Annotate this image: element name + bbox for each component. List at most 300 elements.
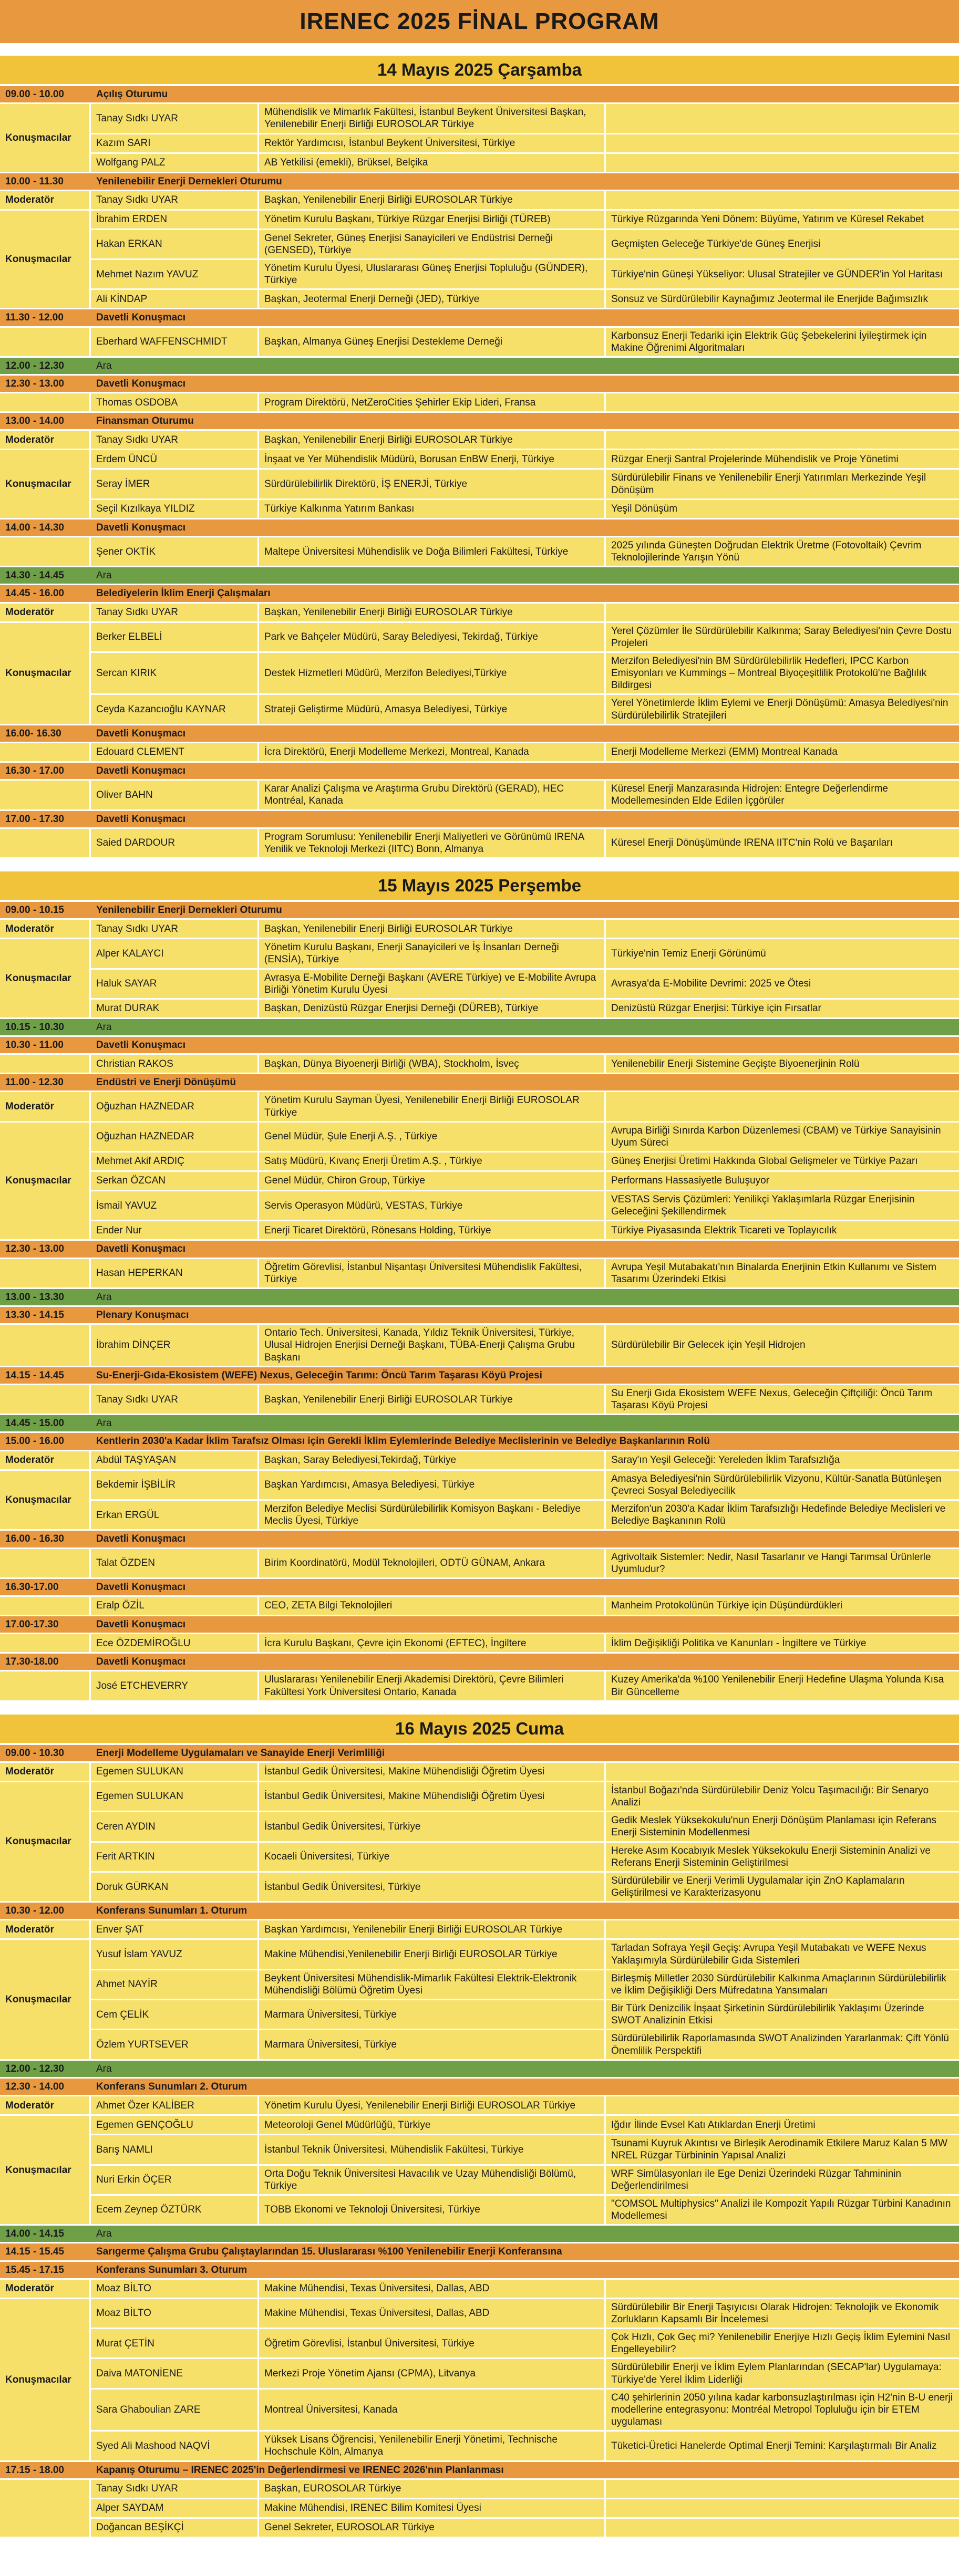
speaker-list (91, 393, 959, 411)
speaker-list (91, 939, 959, 1017)
speaker-name: Şener OKTİK (91, 537, 259, 566)
speaker-role (0, 781, 91, 809)
break-row (0, 567, 959, 585)
speaker-affiliation: CEO, ZETA Bilgi Teknolojileri (259, 1597, 606, 1615)
speaker-row (91, 743, 959, 761)
session-title: Davetli Konuşmacı (96, 522, 185, 533)
session-title: Kentlerin 2030'a Kadar İklim Tarafsız Olması için Gerekli İklim Eylemlerinde Belediye Meclislerinin ve Belediye Başkanlarının Rolü (96, 1436, 710, 1447)
talk-topic: Sürdürülebilir Bir Enerji Taşıyıcısı Olarak Hidrojen: Teknolojik ve Ekonomik Zorlukların Kapsamlı Bir İncelemesi (611, 2301, 939, 2325)
speaker-name: İbrahim DİNÇER (91, 1325, 259, 1366)
speaker-row (91, 154, 959, 172)
session-time: 15.00 - 16.00 (5, 1436, 64, 1447)
session-time: 14.15 - 15.45 (5, 2246, 64, 2258)
speaker-role (0, 1325, 91, 1366)
speaker-list (91, 1671, 959, 1700)
session-row (0, 173, 959, 191)
talk-topic: Sürdürülebilir Enerji ve İklim Eylem Planlarından (SECAP'lar) Uygulamaya: Türkiye'de Yerel İklim Liderliği (611, 2362, 942, 2385)
speaker-affiliation: Destek Hizmetleri Müdürü, Merzifon Belediyesi,Türkiye (259, 653, 606, 694)
session-title: Kapanış Oturumu – IRENEC 2025'in Değerlendirmesi ve IRENEC 2026'nın Planlanması (96, 2464, 504, 2476)
speaker-name: Oğuzhan HAZNEDAR (91, 1092, 259, 1120)
speaker-affiliation: Başkan, Dünya Biyoenerji Birliği (WBA), Stockholm, İsveç (259, 1055, 606, 1073)
speaker-list (91, 1920, 959, 1938)
speaker-row (91, 1092, 959, 1120)
speaker-row (91, 191, 959, 209)
speaker-row (91, 781, 959, 809)
talk-topic (606, 2480, 959, 2498)
speaker-affiliation: Mühendislik ve Mimarlık Fakültesi, İstanbul Beykent Üniversitesi Başkan, Yenilenebilir Enerji Birliği EUROSOLAR Türkiye (259, 104, 606, 132)
speaker-name: Tanay Sıdkı UYAR (91, 920, 259, 938)
program-title: IRENEC 2025 FİNAL PROGRAM (0, 0, 959, 43)
speaker-group (0, 623, 959, 725)
speaker-name: Ahmet NAYİR (91, 1970, 259, 1999)
speaker-group (0, 1259, 959, 1289)
speaker-row (91, 500, 959, 518)
speaker-row (91, 1325, 959, 1366)
speaker-affiliation: Başkan, Yenilenebilir Enerji Birliği EUROSOLAR Türkiye (259, 920, 606, 938)
speaker-name: Syed Ali Mashood NAQVİ (91, 2432, 259, 2460)
session-title: Ara (96, 1418, 112, 1429)
session-title: Davetli Konuşmacı (96, 813, 185, 825)
session-title: Enerji Modelleme Uygulamaları ve Sanayide Enerji Verimliliği (96, 1747, 385, 1759)
speaker-affiliation: Makine Mühendisi,Yenilenebilir Enerji Birliği EUROSOLAR Türkiye (259, 1940, 606, 1968)
session-title: Konferans Sunumları 1. Oturum (96, 1905, 248, 1917)
speaker-row (91, 2329, 959, 2359)
speaker-name: Özlem YURTSEVER (91, 2030, 259, 2059)
talk-topic: İklim Değişikliği Politika ve Kanunları - İngiltere ve Türkiye (611, 1637, 867, 1649)
speaker-role: Moderatör (0, 431, 91, 449)
session-time: 09.00 - 10.15 (5, 905, 64, 916)
speaker-group (0, 1763, 959, 1782)
speaker-row (91, 328, 959, 356)
speaker-name: Alper SAYDAM (91, 2499, 259, 2517)
session-time: 14.00 - 14.15 (5, 2228, 64, 2240)
speaker-name: José ETCHEVERRY (91, 1671, 259, 1700)
speaker-affiliation: Başkan, Yenilenebilir Enerji Birliği EUROSOLAR Türkiye (259, 431, 606, 449)
speaker-affiliation: Karar Analizi Çalışma ve Araştırma Grubu Direktörü (GERAD), HEC Montréal, Kanada (259, 781, 606, 809)
speaker-row (91, 653, 959, 695)
session-row (0, 902, 959, 920)
session-time: 10.30 - 11.00 (5, 1040, 64, 1051)
speaker-affiliation: Başkan, Yenilenebilir Enerji Birliği EUROSOLAR Türkiye (259, 604, 606, 621)
talk-topic: Sonsuz ve Sürdürülebilir Kaynağımız Jeotermal ile Enerjide Bağımsızlık (611, 293, 928, 305)
speaker-name: Bekdemir İŞBİLİR (91, 1471, 259, 1499)
day-section (0, 871, 959, 1702)
speaker-list (91, 604, 959, 621)
talk-topic: Amasya Belediyesi'nin Sürdürülebilirlik Vizyonu, Kültür-Sanatla Bütünleşen Çevreci Sosyal Belediyecilik (611, 1473, 942, 1497)
session-time: 17.00 - 17.30 (5, 813, 64, 825)
talk-topic (606, 2519, 959, 2537)
talk-topic (606, 2280, 959, 2298)
session-title: Konferans Sunumları 2. Oturum (96, 2081, 248, 2092)
speaker-role: Moderatör (0, 191, 91, 209)
speaker-row (91, 1763, 959, 1781)
speaker-role (0, 1597, 91, 1615)
speaker-role (0, 1549, 91, 1577)
talk-topic: Rüzgar Enerji Santral Projelerinde Mühendislik ve Proje Yönetimi (611, 453, 899, 465)
program-days (0, 43, 959, 2538)
speaker-row (91, 2390, 959, 2432)
session-title: Konferans Sunumları 3. Oturum (96, 2264, 248, 2276)
break-row (0, 1289, 959, 1307)
speaker-row (91, 1000, 959, 1017)
speaker-list (91, 1634, 959, 1652)
talk-topic: Sürdürülebilir Finans ve Yenilenebilir Enerji Yatırımları Merkezinde Yeşil Dönüşüm (611, 472, 926, 496)
speaker-row (91, 1471, 959, 1501)
speaker-affiliation: İstanbul Gedik Üniversitesi, Türkiye (259, 1873, 606, 1901)
speaker-row (91, 1152, 959, 1172)
speaker-group (0, 191, 959, 211)
speaker-name: Cem ÇELİK (91, 2000, 259, 2029)
speaker-list (91, 743, 959, 761)
session-title: Ara (96, 2228, 112, 2240)
speaker-affiliation: Makine Mühendisi, Texas Üniversitesi, Dallas, ABD (259, 2280, 606, 2298)
talk-topic: Karbonsuz Enerji Tedariki için Elektrik Güç Şebekelerini İyileştirmek için Makine Öğrenimi Algoritmaları (611, 330, 927, 354)
speaker-list (91, 1763, 959, 1781)
session-time: 11.30 - 12.00 (5, 312, 64, 324)
speaker-affiliation: Başkan, Saray Belediyesi,Tekirdağ, Türkiye (259, 1451, 606, 1469)
speaker-name: Haluk SAYAR (91, 970, 259, 998)
session-title: Endüstri ve Enerji Dönüşümü (96, 1077, 236, 1088)
session-row (0, 1531, 959, 1549)
speaker-name: Tanay Sıdkı UYAR (91, 1385, 259, 1414)
speaker-row (91, 260, 959, 290)
speaker-list (91, 328, 959, 356)
speaker-name: Oliver BAHN (91, 781, 259, 809)
speaker-list (91, 211, 959, 308)
speaker-row (91, 537, 959, 566)
talk-topic: Tarladan Sofraya Yeşil Geçiş: Avrupa Yeşil Mutabakatı ve WEFE Nexus Yaklaşımıyla Sürdürülebilir Gıda Sistemleri (611, 1943, 926, 1966)
speaker-affiliation: TOBB Ekonomi ve Teknoloji Üniversitesi, Türkiye (259, 2196, 606, 2224)
speaker-group (0, 1549, 959, 1579)
speaker-row (91, 2196, 959, 2224)
speaker-row (91, 2480, 959, 2499)
session-row (0, 1367, 959, 1385)
day-spacer (0, 1702, 959, 1712)
speaker-row (91, 134, 959, 154)
session-time: 09.00 - 10.00 (5, 89, 64, 100)
speaker-row (91, 920, 959, 938)
speaker-row (91, 829, 959, 857)
speaker-row (91, 1782, 959, 1812)
session-time: 10.00 - 11.30 (5, 175, 64, 187)
speaker-list (91, 623, 959, 724)
speaker-name: Enver ŞAT (91, 1920, 259, 1938)
speaker-row (91, 2000, 959, 2030)
speaker-role (0, 829, 91, 857)
speaker-name: Hasan HEPERKAN (91, 1259, 259, 1287)
speaker-affiliation: İstanbul Gedik Üniversitesi, Makine Mühendisliği Öğretim Üyesi (259, 1763, 606, 1781)
speaker-row (91, 1259, 959, 1287)
speaker-affiliation: Genel Sekreter, Güneş Enerjisi Sanayicileri ve Endüstrisi Derneği (GENSED), Türkiye (259, 230, 606, 258)
speaker-name: Egemen SULUKAN (91, 1782, 259, 1811)
session-time: 12.00 - 12.30 (5, 2063, 64, 2074)
speaker-row (91, 2299, 959, 2329)
day-title: 15 Mayıs 2025 Perşembe (0, 871, 959, 902)
speaker-role: Konuşmacılar (0, 623, 91, 724)
talk-topic: Tsunami Kuyruk Akıntısı ve Birleşik Aerodinamik Etkilere Maruz Kalan 5 MW NREL Rüzgar Türbininin Yapısal Analizi (611, 2138, 947, 2162)
speaker-role: Moderatör (0, 920, 91, 938)
speaker-group (0, 328, 959, 358)
talk-topic: Yerel Çözümler İle Sürdürülebilir Kalkınma; Saray Belediyesi'nin Çevre Dostu Projeleri (611, 625, 952, 649)
speaker-affiliation: Marmara Üniversitesi, Türkiye (259, 2000, 606, 2029)
talk-topic (606, 1920, 959, 1938)
session-row (0, 413, 959, 431)
speaker-role: Konuşmacılar (0, 1940, 91, 2059)
talk-topic: Saray'ın Yeşil Geleceği: Yereleden İklim Tarafsızlığa (611, 1455, 840, 1466)
speaker-list (91, 1259, 959, 1287)
speaker-list (91, 104, 959, 171)
speaker-name: Kazım SARI (91, 134, 259, 152)
talk-topic: Iğdır İlinde Evsel Katı Atıklardan Enerji Üretimi (611, 2119, 816, 2131)
speaker-list (91, 1385, 959, 1414)
speaker-row (91, 1172, 959, 1191)
speaker-group (0, 1940, 959, 2060)
speaker-row (91, 2280, 959, 2298)
speaker-affiliation: Yönetim Kurulu Sayman Üyesi, Yenilenebilir Enerji Birliği EUROSOLAR Türkiye (259, 1092, 606, 1120)
session-time: 13.00 - 13.30 (5, 1291, 64, 1303)
speaker-role: Konuşmacılar (0, 2299, 91, 2460)
session-time: 14.45 - 16.00 (5, 588, 64, 599)
speaker-affiliation: Merkezi Proje Yönetim Ajansı (CPMA), Litvanya (259, 2359, 606, 2387)
speaker-name: Ceren AYDIN (91, 1812, 259, 1841)
speaker-role: Moderatör (0, 604, 91, 621)
session-row (0, 1433, 959, 1451)
speaker-role (0, 1259, 91, 1287)
talk-topic (606, 134, 959, 152)
speaker-role (0, 743, 91, 761)
talk-topic: Çok Hızlı, Çok Geç mi? Yenilenebilir Enerjiye Hızlı Geçiş İklim Eylemini Nasıl Engelleyebilir? (611, 2332, 951, 2355)
speaker-name: Egemen SULUKAN (91, 1763, 259, 1781)
session-time: 14.45 - 15.00 (5, 1418, 64, 1429)
speaker-name: Abdül TAŞYAŞAN (91, 1451, 259, 1469)
speaker-name: Moaz BİLTO (91, 2280, 259, 2298)
speaker-name: Ceyda Kazancıoğlu KAYNAR (91, 695, 259, 723)
session-row (0, 1616, 959, 1634)
speaker-row (91, 1812, 959, 1842)
day-section (0, 56, 959, 859)
speaker-affiliation: AB Yetkilisi (emekli), Brüksel, Belçika (259, 154, 606, 172)
speaker-role (0, 393, 91, 411)
session-time: 09.00 - 10.30 (5, 1747, 64, 1759)
speaker-affiliation: Strateji Geliştirme Müdürü, Amasya Belediyesi, Türkiye (259, 695, 606, 723)
speaker-name: Doğancan BEŞİKÇİ (91, 2519, 259, 2537)
session-row (0, 86, 959, 104)
speaker-role (0, 328, 91, 356)
day-title: 16 Mayıs 2025 Cuma (0, 1715, 959, 1745)
speaker-group (0, 450, 959, 519)
speaker-affiliation: İstanbul Gedik Üniversitesi, Türkiye (259, 1812, 606, 1841)
talk-topic (606, 2096, 959, 2114)
speaker-affiliation: Türkiye Kalkınma Yatırım Bankası (259, 500, 606, 518)
speaker-group (0, 211, 959, 310)
speaker-affiliation: Başkan, Jeotermal Enerji Derneği (JED), Türkiye (259, 290, 606, 308)
session-time: 12.30 - 14.00 (5, 2081, 64, 2092)
talk-topic: WRF Simülasyonları ile Ege Denizi Üzerindeki Rüzgar Tahmininin Değerlendirilmesi (611, 2168, 901, 2191)
session-row (0, 520, 959, 537)
speaker-list (91, 191, 959, 209)
talk-topic: Küresel Enerji Manzarasında Hidrojen: Entegre Değerlendirme Modellemesinden Elde Edilen İçgörüler (611, 783, 888, 807)
session-row (0, 1579, 959, 1597)
speaker-row (91, 2519, 959, 2537)
speaker-group (0, 920, 959, 939)
day-spacer (0, 43, 959, 54)
talk-topic (606, 1763, 959, 1781)
speaker-affiliation: Başkan, Almanya Güneş Enerjisi Destekleme Derneği (259, 328, 606, 356)
speaker-group (0, 1782, 959, 1903)
session-title: Su-Enerji-Gıda-Ekosistem (WEFE) Nexus, Geleceğin Tarımı: Öncü Tarım Taşarası Köyü Projesi (96, 1369, 542, 1381)
talk-topic: "COMSOL Multiphysics" Analizi ile Kompozit Yapılı Rüzgar Türbini Kanadının Modellemesi (611, 2198, 951, 2222)
session-title: Belediyelerin İklim Enerji Çalışmaları (96, 588, 271, 599)
session-title: Açılış Oturumu (96, 89, 168, 100)
talk-topic: Türkiye'nin Güneşi Yükseliyor: Ulusal Stratejiler ve GÜNDER'in Yol Haritası (611, 268, 943, 280)
session-row (0, 1307, 959, 1325)
session-title: Yenilenebilir Enerji Dernekleri Oturumu (96, 905, 282, 916)
session-time: 17.15 - 18.00 (5, 2464, 64, 2476)
talk-topic: Gedik Meslek Yüksekokulu'nun Enerji Dönüşüm Planlaması için Referans Enerji Sisteminin Modellenmesi (611, 1815, 936, 1838)
session-row (0, 2262, 959, 2280)
speaker-row (91, 970, 959, 1000)
speaker-role: Moderatör (0, 1451, 91, 1469)
session-title: Davetli Konuşmacı (96, 1581, 185, 1593)
speaker-group (0, 431, 959, 450)
speaker-row (91, 1843, 959, 1873)
speaker-group (0, 829, 959, 859)
speaker-role: Konuşmacılar (0, 1782, 91, 1901)
talk-topic (606, 154, 959, 172)
speaker-group (0, 1055, 959, 1074)
speaker-list (91, 1325, 959, 1366)
speaker-group (0, 1325, 959, 1367)
talk-topic: C40 şehirlerinin 2050 yılına kadar karbonsuzlaştırılması için H2'nin B-U enerji modellerine entegrasyonu: Montréal Metropol Topluluğu için bir ETEM uygulaması (611, 2392, 953, 2428)
talk-topic: Kuzey Amerika'da %100 Yenilenebilir Enerji Hedefine Ulaşma Yolunda Kısa Bir Güncelleme (611, 1674, 944, 1698)
speaker-affiliation: Program Direktörü, NetZeroCities Şehirler Ekip Lideri, Fransa (259, 393, 606, 411)
speaker-list (91, 1940, 959, 2059)
talk-topic: Tüketici-Üretici Hanelerde Optimal Enerji Temini: Karşılaştırmalı Bir Analiz (611, 2440, 937, 2452)
talk-topic: Performans Hassasiyetle Buluşuyor (611, 1175, 769, 1187)
session-title: Finansman Oturumu (96, 416, 194, 427)
speaker-affiliation: Uluslararası Yenilenebilir Enerji Akademisi Direktörü, Çevre Bilimleri Fakültesi York Üniversitesi Ontario, Kanada (259, 1671, 606, 1700)
speaker-affiliation: Rektör Yardımcısı, İstanbul Beykent Üniversitesi, Türkiye (259, 134, 606, 152)
talk-topic: Bir Türk Denizcilik İnşaat Şirketinin Sürdürülebilirlik Yaklaşımı Üzerinde SWOT Analizinin Etkisi (611, 2003, 924, 2027)
speaker-row (91, 1970, 959, 2000)
speaker-name: Thomas OSDOBA (91, 393, 259, 411)
speaker-list (91, 2116, 959, 2224)
speaker-role: Konuşmacılar (0, 104, 91, 171)
speaker-list (91, 1055, 959, 1073)
speaker-name: Murat DURAK (91, 1000, 259, 1017)
speaker-affiliation: İstanbul Gedik Üniversitesi, Makine Mühendisliği Öğretim Üyesi (259, 1782, 606, 1811)
speaker-group (0, 1451, 959, 1471)
speaker-list (91, 2096, 959, 2114)
speaker-group (0, 2096, 959, 2116)
speaker-affiliation: Başkan, Yenilenebilir Enerji Birliği EUROSOLAR Türkiye (259, 191, 606, 209)
talk-topic: Birleşmiş Milletler 2030 Sürdürülebilir Kalkınma Amaçlarının Sürdürülebilirlik ve İklim Değişikliği Ders Müfredatına Yansımaları (611, 1972, 946, 1996)
speaker-affiliation: Maltepe Üniversitesi Mühendislik ve Doğa Bilimleri Fakültesi, Türkiye (259, 537, 606, 566)
session-title: Davetli Konuşmacı (96, 1243, 185, 1255)
talk-topic: 2025 yılında Güneşten Doğrudan Elektrik Üretme (Fotovoltaik) Çevrim Teknolojilerinde Yarışın Yönü (611, 539, 922, 564)
speaker-list (91, 1471, 959, 1530)
speaker-name: Egemen GENÇOĞLU (91, 2116, 259, 2134)
session-time: 12.30 - 13.00 (5, 1243, 64, 1255)
session-row (0, 763, 959, 781)
speaker-affiliation: Yüksek Lisans Öğrencisi, Yenilenebilir Enerji Yönetimi, Technische Hochschule Köln, Almanya (259, 2432, 606, 2460)
speaker-row (91, 290, 959, 308)
talk-topic: Yeşil Dönüşüm (611, 503, 678, 515)
speaker-name: Serkan ÖZCAN (91, 1172, 259, 1190)
speaker-name: Edouard CLEMENT (91, 743, 259, 761)
session-time: 14.00 - 14.30 (5, 522, 64, 533)
speaker-list (91, 829, 959, 857)
break-row (0, 358, 959, 376)
speaker-affiliation: Orta Doğu Teknik Üniversitesi Havacılık ve Uzay Mühendisliği Bölümü, Türkiye (259, 2166, 606, 2194)
speaker-name: Seray İMER (91, 470, 259, 498)
talk-topic: Sürdürülebilir Bir Gelecek için Yeşil Hidrojen (611, 1339, 806, 1351)
talk-topic: Yerel Yönetimlerde İklim Eylemi ve Enerji Dönüşümü: Amasya Belediyesi'nin Sürdürülebilirlik Stratejileri (611, 698, 948, 721)
session-title: Davetli Konuşmacı (96, 1040, 185, 1051)
speaker-row (91, 2135, 959, 2165)
speaker-role: Moderatör (0, 1920, 91, 1938)
speaker-list (91, 2299, 959, 2460)
speaker-role (0, 1055, 91, 1073)
speaker-list (91, 781, 959, 809)
speaker-group (0, 1920, 959, 1940)
speaker-name: Talat ÖZDEN (91, 1549, 259, 1577)
session-title: Ara (96, 1021, 112, 1033)
speaker-name: Ali KİNDAP (91, 290, 259, 308)
session-title: Davetli Konuşmacı (96, 378, 185, 390)
speaker-affiliation: Enerji Ticaret Direktörü, Rönesans Holding, Türkiye (259, 1221, 606, 1239)
speaker-affiliation: İcra Direktörü, Enerji Modelleme Merkezi, Montreal, Kanada (259, 743, 606, 761)
session-time: 11.00 - 12.30 (5, 1077, 64, 1088)
speaker-row (91, 1501, 959, 1529)
speaker-row (91, 1873, 959, 1901)
speaker-name: Ender Nur (91, 1221, 259, 1239)
session-row (0, 1654, 959, 1671)
session-time: 14.15 - 14.45 (5, 1369, 64, 1381)
speaker-name: Ece ÖZDEMİROĞLU (91, 1634, 259, 1652)
speaker-name: Tanay Sıdkı UYAR (91, 191, 259, 209)
speaker-group (0, 604, 959, 623)
speaker-group (0, 2280, 959, 2299)
speaker-name: Moaz BİLTO (91, 2299, 259, 2328)
speaker-row (91, 623, 959, 653)
speaker-row (91, 1385, 959, 1414)
speaker-list (91, 2480, 959, 2537)
talk-topic: Türkiye Piyasasında Elektrik Ticareti ve Toplayıcılık (611, 1224, 837, 1236)
speaker-name: Yusuf İslam YAVUZ (91, 1940, 259, 1968)
speaker-affiliation: Beykent Üniversitesi Mühendislik-Mimarlık Fakültesi Elektrik-Elektronik Mühendisliği Bölümü Öğretim Üyesi (259, 1970, 606, 1999)
speaker-list (91, 1549, 959, 1577)
talk-topic: Denizüstü Rüzgar Enerjisi: Türkiye için Fırsatlar (611, 1003, 821, 1014)
session-time: 17.00-17.30 (5, 1619, 59, 1630)
speaker-role: Konuşmacılar (0, 1471, 91, 1530)
speaker-row (91, 695, 959, 723)
speaker-row (91, 604, 959, 621)
speaker-row (91, 1123, 959, 1152)
speaker-row (91, 431, 959, 449)
speaker-name: Sercan KIRIK (91, 653, 259, 694)
speaker-list (91, 1782, 959, 1901)
speaker-group (0, 1634, 959, 1654)
speaker-row (91, 393, 959, 411)
speaker-list (91, 431, 959, 449)
speaker-name: Sara Ghaboulian ZARE (91, 2390, 259, 2430)
break-row (0, 1019, 959, 1037)
break-row (0, 2226, 959, 2243)
speaker-affiliation: Başkan, Yenilenebilir Enerji Birliği EUROSOLAR Türkiye (259, 1385, 606, 1414)
speaker-row (91, 1940, 959, 1970)
speaker-affiliation: Yönetim Kurulu Başkanı, Enerji Sanayicileri ve İş İnsanları Derneği (ENSİA), Türkiye (259, 939, 606, 968)
